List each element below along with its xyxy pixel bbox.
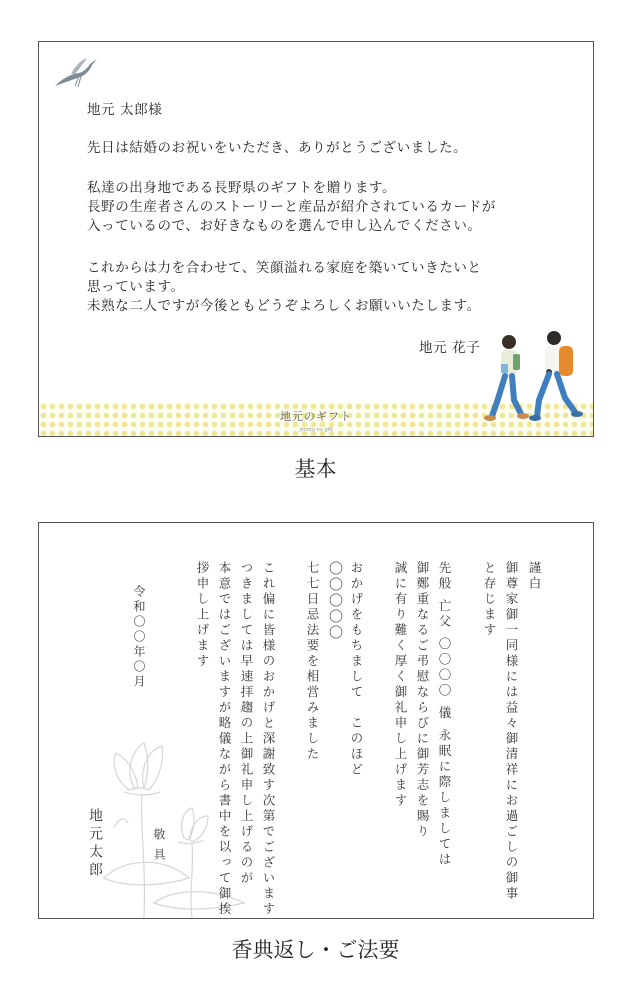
letter-column: 誠に有り難く厚く御礼申し上げます: [393, 561, 408, 809]
message-line: 未熟な二人ですが今後ともどうぞよろしくお願いいたします。: [87, 298, 481, 314]
letter-column: 本意ではございますが略儀ながら書中を以って御挨: [217, 561, 232, 918]
card-caption: 基本: [294, 457, 337, 481]
letter-column: おかげをもちまして このほど: [349, 561, 364, 778]
letter-column: つきましては早速拝趨の上御礼申し上げるのが: [239, 561, 254, 887]
message-line: 先日は結婚のお祝いをいただき、ありがとうございました。: [87, 140, 468, 156]
brand-logo-subtext: jimoto no gift: [299, 427, 333, 433]
message-line: これからは力を合わせて、笑顔溢れる家庭を築いていきたいと: [87, 260, 482, 276]
message-line: 私達の出身地である長野県のギフトを贈ります。: [87, 180, 397, 196]
letter-column: 御尊家御一同様には益々御清祥にお過ごしの御事: [504, 561, 519, 902]
letter-column: 七七日忌法要を相営みました: [305, 561, 320, 763]
letter-column: これ偏に皆様のおかげと深謝致す次第でございます: [261, 561, 276, 918]
addressee: 地元 太郎様: [87, 102, 163, 118]
date: 令和〇〇年〇月: [132, 585, 146, 690]
card-caption: 香典返し・ご法要: [231, 938, 400, 962]
message-line: 思っています。: [87, 279, 185, 295]
signature: 地元 花子: [419, 340, 481, 356]
closing-word: 敬具: [152, 828, 166, 868]
letter-column: と存じます: [482, 561, 497, 639]
letter-column: 先般 亡父 〇〇〇〇 儀 永眠に際しましては: [437, 561, 452, 868]
brand-logo: 地元のギフト: [280, 410, 352, 423]
memorial-message-card: [38, 522, 594, 919]
message-line: 入っているので、お好きなものを選んで申し込んでください。: [87, 218, 482, 234]
letter-column: 御鄭重なるご弔慰ならびに御芳志を賜り: [415, 561, 430, 840]
basic-message-card: [38, 41, 594, 437]
walking-couple-illustration: [479, 328, 589, 424]
sender-name: 地元太郎: [87, 808, 103, 880]
message-line: 長野の生産者さんのストーリーと産品が紹介されているカードが: [87, 199, 496, 215]
letter-column: 〇〇〇〇〇: [327, 561, 343, 641]
letter-column: 拶申し上げます: [195, 561, 210, 670]
heron-illustration: [53, 56, 99, 90]
letter-column: 謹白: [527, 561, 542, 592]
